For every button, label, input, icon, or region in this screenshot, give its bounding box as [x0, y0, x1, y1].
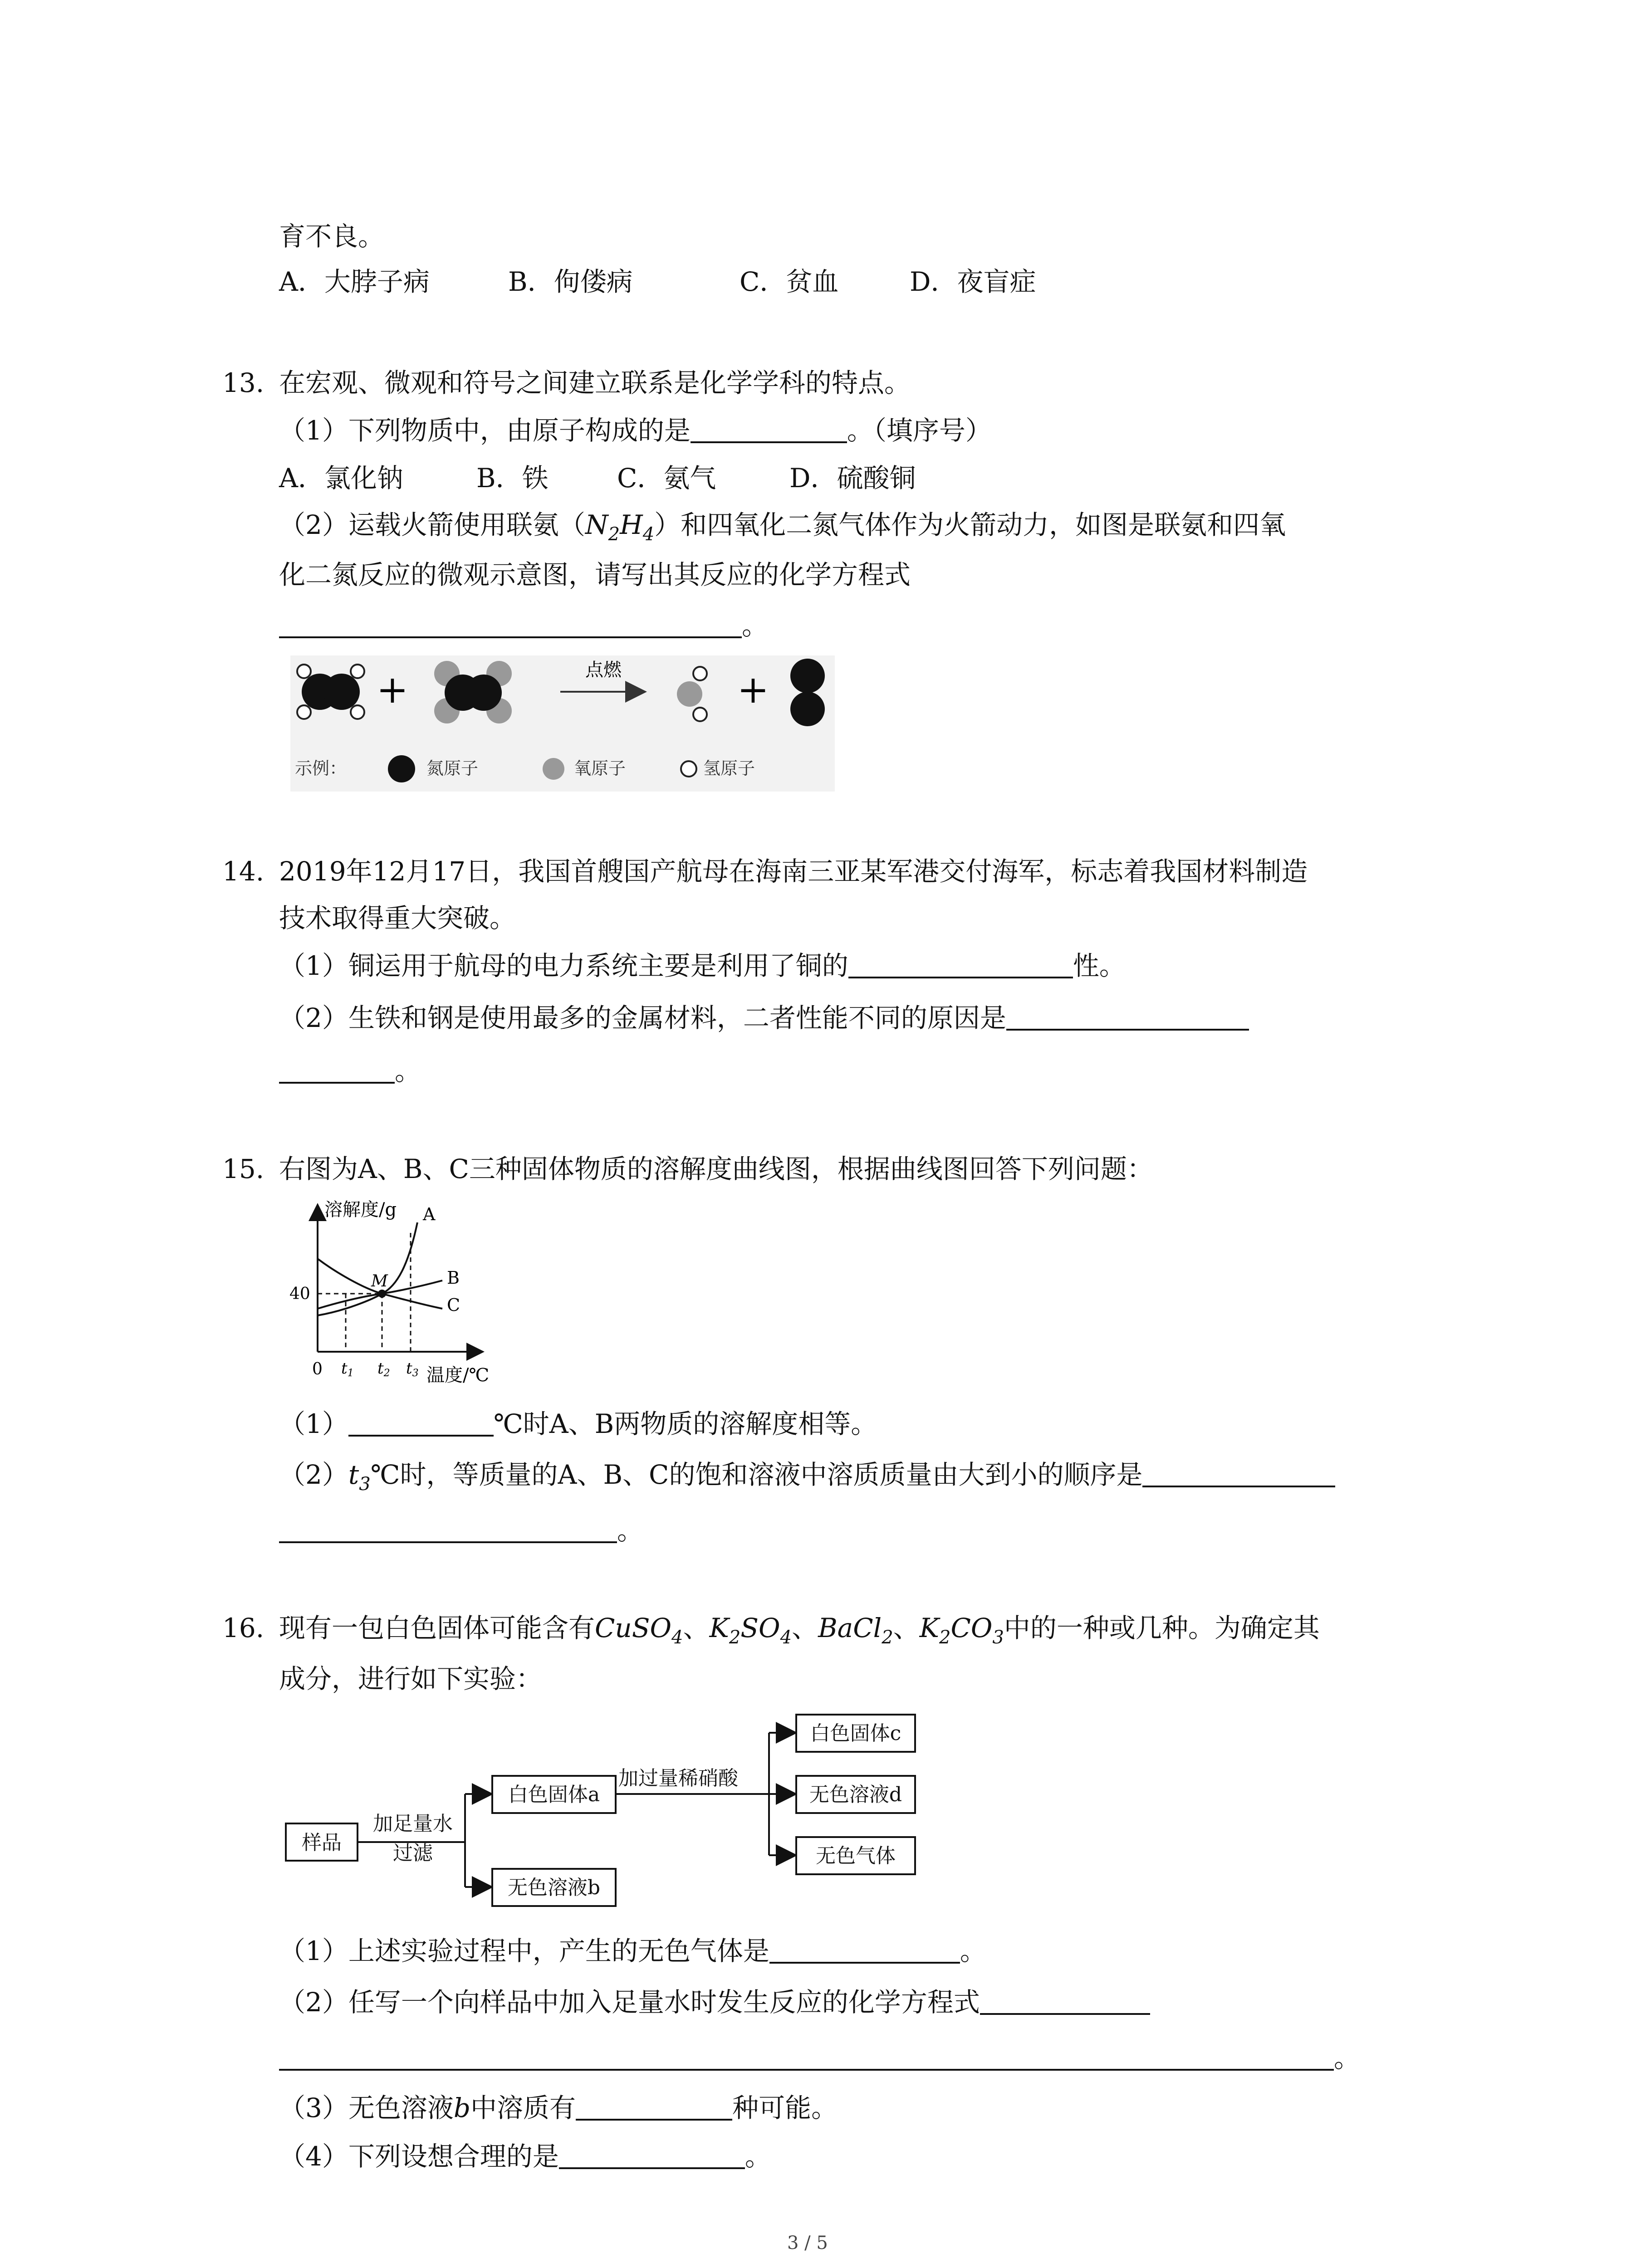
formula-bacl2: BaCl$_2$ — [818, 1613, 893, 1648]
q16-part4-end: 。 — [745, 2141, 771, 2172]
formula-cuso4: CuSO$_4$ — [595, 1613, 683, 1648]
q14-part1 — [279, 950, 1126, 981]
q12-option-c: C．贫血 — [740, 266, 839, 297]
guide-lines — [318, 1233, 411, 1352]
q16-part1-text: （1）上述实验过程中，产生的无色气体是 — [279, 1936, 769, 1966]
q15-part1-prefix: （1） — [279, 1408, 348, 1439]
q16-part3-text-c: 中溶质有 — [470, 2092, 576, 2123]
solid-a-label: 白色固体a — [508, 1783, 600, 1806]
legend-o-label: 氧原子 — [574, 758, 626, 778]
q14-part2-text: （2）生铁和钢是使用最多的金属材料，二者性能不同的原因是 — [279, 1002, 1006, 1033]
solid-c-label: 白色固体c — [810, 1722, 901, 1745]
answer-blank[interactable] — [848, 954, 1073, 978]
q15-part2-prefix: （2） — [279, 1459, 348, 1490]
answer-blank[interactable] — [279, 614, 742, 638]
q13-part1 — [279, 417, 992, 444]
formula-k2co3: $K_2CO_3$ — [919, 1613, 1004, 1648]
plus-sign-2: + — [737, 667, 769, 712]
answer-blank[interactable] — [691, 419, 847, 443]
q16-stem-line2: 成分，进行如下实验： — [279, 1663, 543, 1694]
answer-blank[interactable] — [980, 1990, 1150, 2015]
q13-answer-line — [279, 612, 768, 639]
x-axis-label: 温度/℃ — [426, 1365, 490, 1386]
formula-sub: 2 — [608, 524, 620, 545]
q14-part1-end: 性。 — [1073, 950, 1126, 981]
q13-part1-text: （1）下列物质中，由原子构成的是 — [279, 415, 691, 446]
q14-stem-line1: 2019年12月17日，我国首艘国产航母在海南三亚某军港交付海军，标志着我国材料制造 — [279, 856, 1308, 887]
point-m-label: M — [371, 1272, 388, 1290]
answer-blank[interactable] — [1006, 1006, 1249, 1031]
answer-blank[interactable] — [576, 2096, 732, 2121]
step1-top-label: 加足量水 — [373, 1812, 453, 1835]
answer-blank[interactable] — [348, 1412, 494, 1437]
answer-blank[interactable] — [769, 1939, 960, 1964]
q13-part2-text-a: （2）运载火箭使用联氨（ — [279, 509, 585, 540]
q16-part4 — [279, 2143, 771, 2170]
q16-part3-text-a: （3）无色溶液 — [279, 2092, 454, 2123]
q15-t3 — [348, 1459, 371, 1495]
solution-d-label: 无色溶液d — [809, 1783, 902, 1806]
q15-part2-text: ℃时，等质量的A、B、C的饱和溶液中溶质质量由大到小的顺序是 — [370, 1459, 1143, 1490]
formula-n: N — [585, 509, 608, 540]
q13-part2-line2: 化二氮反应的微观示意图，请写出其反应的化学方程式 — [279, 559, 911, 590]
q16-stem-line1 — [279, 1615, 1320, 1647]
step1-bottom-label: 过滤 — [393, 1842, 433, 1865]
plus-sign: + — [376, 667, 409, 712]
y-tick-40: 40 — [289, 1285, 310, 1303]
q16-part1-end: 。 — [960, 1936, 986, 1966]
legend-title: 示例： — [295, 758, 347, 778]
legend-n-swatch — [388, 755, 415, 782]
q13-formula — [585, 509, 655, 545]
q16-part4-text: （4）下列设想合理的是 — [279, 2141, 559, 2172]
q13-number: 13. — [222, 367, 265, 398]
q16-part3-text-d: 种可能。 — [732, 2092, 838, 2123]
q13-option-d: D．硫酸铜 — [789, 463, 916, 494]
answer-blank[interactable] — [279, 1059, 395, 1084]
answer-blank[interactable] — [1142, 1463, 1335, 1487]
x-tick-t1: t1 — [341, 1359, 354, 1379]
q12-continuation: 育不良。 — [279, 221, 385, 252]
gas-label: 无色气体 — [816, 1844, 896, 1867]
x-tick-t3: t3 — [406, 1359, 419, 1379]
q16-part2-continued — [279, 2045, 1360, 2071]
formula-sub: 4 — [642, 524, 655, 545]
y-axis-label: 溶解度/g — [324, 1199, 397, 1220]
q15-part2 — [279, 1461, 1335, 1493]
arrow-label: 点燃 — [585, 660, 622, 680]
legend-n-label: 氮原子 — [426, 758, 479, 778]
q12-option-b: B．佝偻病 — [508, 266, 633, 297]
q16-stem-b: 中的一种或几种。为确定其 — [1004, 1613, 1320, 1643]
sample-label: 样品 — [302, 1831, 342, 1854]
formula-h: H — [620, 509, 643, 540]
page-number: 3 / 5 — [787, 2233, 828, 2253]
x-tick-t2: t2 — [377, 1359, 390, 1379]
separator: 、 — [893, 1613, 920, 1643]
formula-k2so4: $K_2SO_4$ — [709, 1613, 792, 1648]
q16-part2-text: （2）任写一个向样品中加入足量水时发生反应的化学方程式 — [279, 1987, 980, 2018]
q14-part2-continued — [279, 1058, 421, 1084]
q14-part1-text: （1）铜运用于航母的电力系统主要是利用了铜的 — [279, 950, 848, 981]
experiment-flowchart — [281, 1712, 953, 1926]
curve-b-label: B — [447, 1268, 460, 1288]
q15-part1-text: ℃时A、B两物质的溶解度相等。 — [493, 1408, 877, 1439]
t-subscript: 3 — [359, 1474, 371, 1495]
answer-blank[interactable] — [279, 2046, 1334, 2071]
q13-option-c: C．氨气 — [617, 463, 716, 494]
q16-part1 — [279, 1938, 986, 1964]
origin-label: 0 — [312, 1360, 323, 1378]
separator: 、 — [792, 1613, 818, 1643]
q16-part3-b: b — [453, 2092, 471, 2123]
q13-option-b: B．铁 — [476, 463, 549, 494]
q16-part2-end: 。 — [1334, 2043, 1361, 2073]
answer-blank[interactable] — [559, 2145, 745, 2169]
q12-option-a: A．大脖子病 — [279, 266, 430, 297]
q15-part1 — [279, 1408, 877, 1439]
legend-h-swatch — [681, 761, 696, 777]
t-symbol: t — [348, 1459, 359, 1490]
answer-blank[interactable] — [279, 1519, 617, 1543]
legend-o-swatch — [543, 758, 564, 780]
curve-a-label: A — [423, 1204, 436, 1224]
q13-part2-line1 — [279, 509, 1286, 545]
q16-stem-a: 现有一包白色固体可能含有 — [279, 1613, 595, 1643]
q16-part3 — [279, 2092, 838, 2123]
reaction-micro-diagram — [290, 655, 835, 792]
q15-number: 15. — [222, 1154, 265, 1184]
q16-number: 16. — [222, 1613, 265, 1643]
q14-number: 14. — [222, 856, 265, 887]
q15-stem: 右图为A、B、C三种固体物质的溶解度曲线图，根据曲线图回答下列问题： — [279, 1154, 1153, 1184]
legend-h-label: 氢原子 — [703, 758, 755, 778]
q13-option-a: A．氯化钠 — [279, 463, 403, 494]
q13-part1-end: 。（填序号） — [847, 415, 992, 446]
q15-part2-continued — [279, 1517, 643, 1544]
q14-part2-end: 。 — [395, 1056, 421, 1086]
q14-part2 — [279, 1002, 1249, 1033]
q15-part2-end: 。 — [617, 1515, 644, 1546]
q14-stem-line2: 技术取得重大突破。 — [279, 903, 516, 934]
q13-part2-end: 。 — [742, 610, 769, 641]
curve-c-label: C — [447, 1295, 460, 1315]
q13-stem: 在宏观、微观和符号之间建立联系是化学学科的特点。 — [279, 367, 911, 398]
q16-part2 — [279, 1987, 1150, 2018]
solubility-chart — [281, 1198, 517, 1388]
point-m — [378, 1290, 386, 1298]
separator: 、 — [683, 1613, 710, 1643]
step2-label: 加过量稀硝酸 — [618, 1767, 738, 1790]
solution-b-label: 无色溶液b — [507, 1876, 601, 1899]
q12-option-d: D．夜盲症 — [910, 266, 1036, 297]
q13-part2-text-b: ）和四氧化二氮气体作为火箭动力，如图是联氨和四氧 — [654, 509, 1286, 540]
